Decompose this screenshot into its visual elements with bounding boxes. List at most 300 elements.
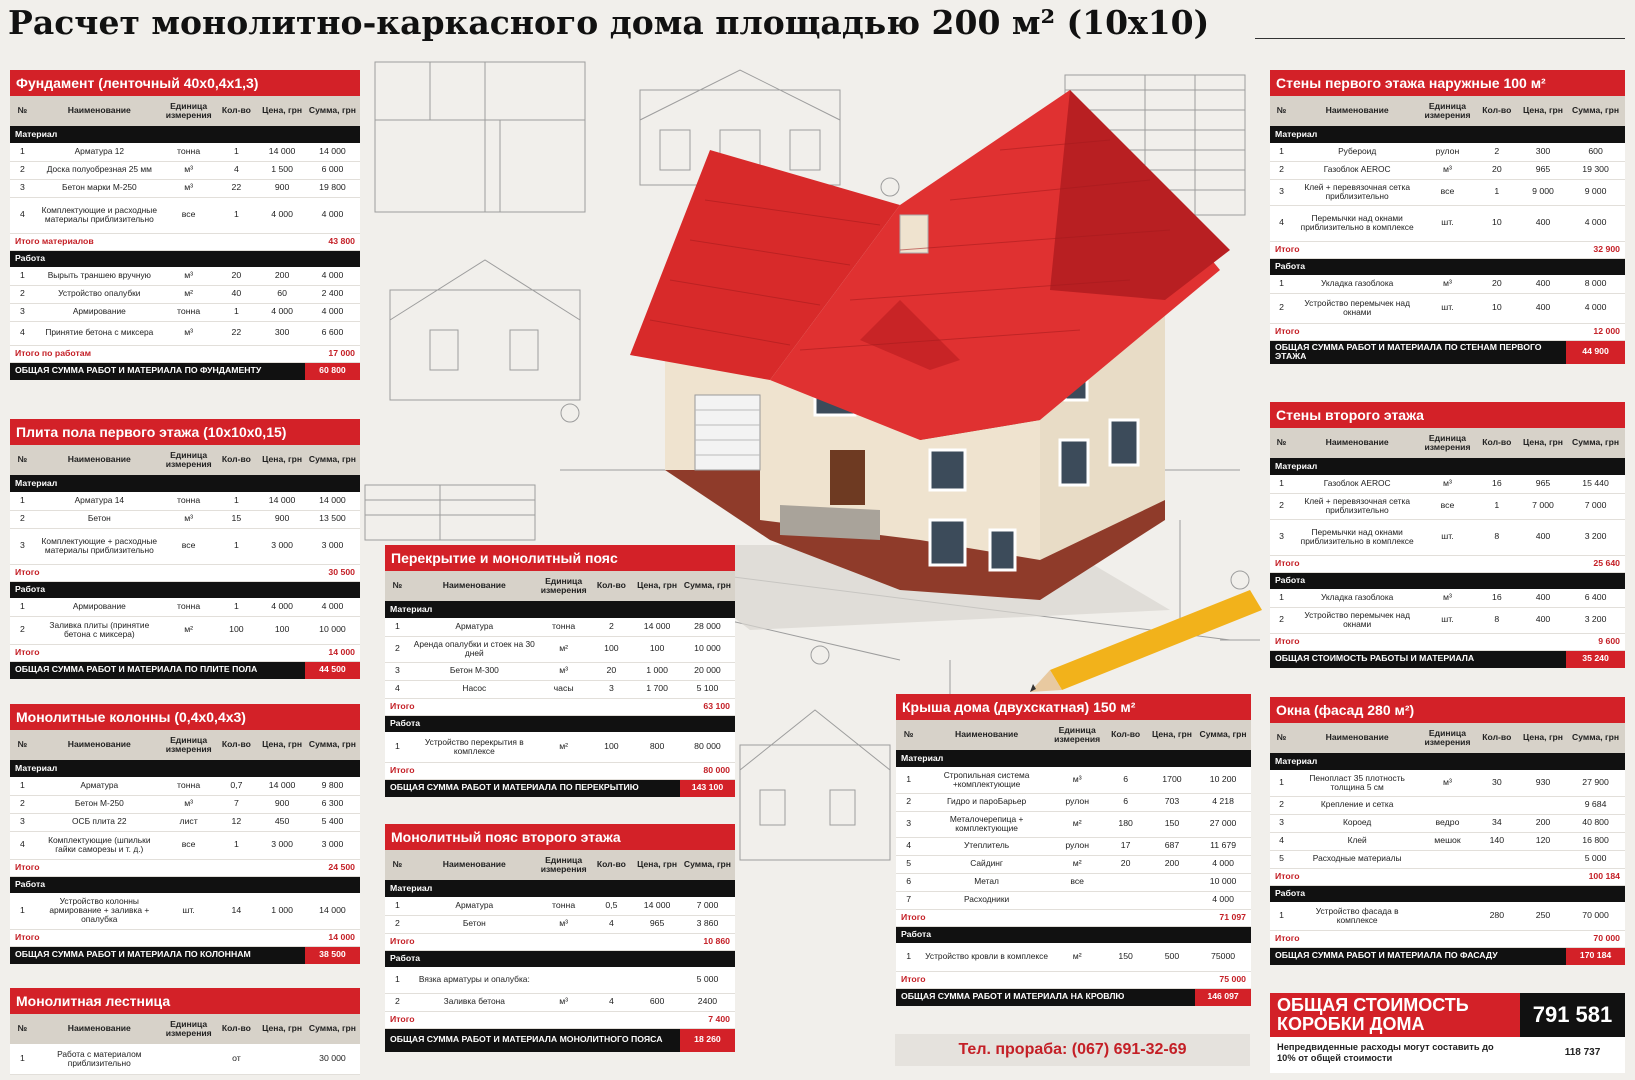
column-header: № — [1270, 96, 1293, 126]
column-header: Единица измерения — [1052, 720, 1103, 750]
table-row — [10, 598, 360, 616]
column-header: Наименование — [921, 720, 1052, 750]
row-number: 2 — [10, 161, 35, 179]
item-name: Заливка плиты (принятие бетона с миксера) — [35, 616, 164, 644]
column-header-row — [10, 96, 360, 126]
table-title: Монолитный пояс второго этажа — [385, 824, 735, 850]
item-sum: 3 000 — [305, 528, 360, 564]
item-quantity: 20 — [1102, 855, 1148, 873]
table-row — [1270, 589, 1625, 607]
item-unit: тонна — [164, 303, 214, 321]
item-quantity: 0,7 — [214, 777, 260, 795]
front-door — [830, 450, 865, 505]
subtotal-value: 17 000 — [305, 345, 360, 362]
item-name: Армирование — [35, 303, 164, 321]
item-quantity: 10 — [1474, 205, 1520, 241]
column-header: № — [10, 1014, 35, 1044]
item-quantity: 6 — [1102, 793, 1148, 811]
item-sum: 3 200 — [1566, 607, 1625, 633]
item-price: 965 — [634, 915, 680, 933]
row-number: 2 — [896, 793, 921, 811]
subtotal-label: Итого — [1270, 633, 1566, 650]
row-number: 2 — [10, 616, 35, 644]
total-label: ОБЩАЯ СУММА РАБОТ И МАТЕРИАЛА ПО СТЕНАМ ПЕРВОГО ЭТАЖА — [1270, 340, 1566, 364]
item-quantity: 10 — [1474, 293, 1520, 323]
item-quantity: 16 — [1474, 589, 1520, 607]
subtotal-label: Итого материалов — [10, 233, 305, 250]
column-header: Кол-во — [214, 445, 260, 475]
item-unit: м³ — [1421, 589, 1474, 607]
table-title: Плита пола первого этажа (10х10х0,15) — [10, 419, 360, 445]
subtotal-value: 43 800 — [305, 233, 360, 250]
column-header: Цена, грн — [1520, 723, 1566, 753]
section-row — [1270, 258, 1625, 275]
item-price: 1 500 — [259, 161, 305, 179]
item-unit: м³ — [164, 161, 214, 179]
item-price — [1149, 873, 1195, 891]
section-row — [1270, 572, 1625, 589]
window — [1060, 440, 1088, 485]
total-row — [385, 779, 735, 797]
item-price: 200 — [259, 267, 305, 285]
item-quantity: 40 — [214, 285, 260, 303]
item-name: Короед — [1293, 814, 1421, 832]
column-header-row — [10, 445, 360, 475]
item-sum: 4 000 — [1566, 293, 1625, 323]
table-row — [10, 616, 360, 644]
subtotal-label: Итого — [1270, 930, 1566, 947]
table-row — [896, 943, 1251, 971]
subtotal-label: Итого — [10, 929, 305, 946]
grand-total-bar — [1270, 993, 1625, 1037]
item-unit — [1421, 902, 1474, 930]
column-header: Единица измерения — [164, 730, 214, 760]
column-header: Цена, грн — [634, 850, 680, 880]
column-header: Кол-во — [1474, 723, 1520, 753]
column-header: Сумма, грн — [305, 96, 360, 126]
item-sum: 2 400 — [305, 285, 360, 303]
table-row — [896, 767, 1251, 793]
item-price: 300 — [1520, 143, 1566, 161]
table-row — [10, 321, 360, 345]
column-header: Единица измерения — [164, 1014, 214, 1044]
contingency-note: Непредвиденные расходы могут составить до 10% от общей стоимости — [1277, 1042, 1494, 1063]
cost-table — [10, 96, 360, 380]
section-row — [385, 601, 735, 618]
item-unit: тонна — [539, 897, 589, 915]
row-number: 1 — [1270, 589, 1293, 607]
item-quantity: 2 — [589, 618, 635, 636]
item-unit: м³ — [539, 993, 589, 1011]
item-price: 400 — [1520, 205, 1566, 241]
section-label: Материал — [385, 880, 735, 897]
total-value: 143 100 — [680, 779, 735, 797]
table-row — [10, 197, 360, 233]
cost-table — [385, 850, 735, 1052]
total-label: ОБЩАЯ СУММА РАБОТ И МАТЕРИАЛА ПО КОЛОННАМ — [10, 946, 305, 964]
column-header: Цена, грн — [1520, 96, 1566, 126]
table-walls-1 — [1270, 70, 1625, 364]
item-sum: 4 000 — [305, 197, 360, 233]
item-unit: м³ — [1052, 767, 1103, 793]
subtotal-label: Итого — [1270, 555, 1566, 572]
cost-table — [1270, 96, 1625, 364]
subtotal-value: 80 000 — [680, 762, 735, 779]
table-row — [385, 732, 735, 762]
table-row — [10, 161, 360, 179]
item-price — [1520, 796, 1566, 814]
item-sum: 3 200 — [1566, 519, 1625, 555]
row-number: 1 — [896, 767, 921, 793]
total-value: 44 500 — [305, 661, 360, 679]
column-header: № — [385, 571, 410, 601]
subtotal-value: 10 860 — [680, 933, 735, 950]
column-header: Наименование — [1293, 723, 1421, 753]
item-sum: 600 — [1566, 143, 1625, 161]
subtotal-row — [385, 933, 735, 950]
item-unit: м³ — [1421, 275, 1474, 293]
table-title: Стены второго этажа — [1270, 402, 1625, 428]
subtotal-value: 63 100 — [680, 698, 735, 715]
column-header: Сумма, грн — [1566, 96, 1625, 126]
item-sum: 6 000 — [305, 161, 360, 179]
section-label: Работа — [1270, 258, 1625, 275]
row-number: 4 — [10, 831, 35, 859]
item-price: 1700 — [1149, 767, 1195, 793]
row-number: 1 — [896, 943, 921, 971]
item-price: 4 000 — [259, 197, 305, 233]
row-number: 2 — [1270, 493, 1293, 519]
row-number: 3 — [896, 811, 921, 837]
subtotal-label: Итого — [1270, 868, 1566, 885]
table-row — [10, 777, 360, 795]
item-price: 100 — [259, 616, 305, 644]
column-header: Единица измерения — [164, 96, 214, 126]
item-sum: 5 000 — [680, 967, 735, 993]
subtotal-value: 14 000 — [305, 929, 360, 946]
item-quantity: 17 — [1102, 837, 1148, 855]
column-header: Цена, грн — [634, 571, 680, 601]
item-quantity: 1 — [214, 197, 260, 233]
item-price: 1 000 — [259, 893, 305, 929]
item-quantity: от — [214, 1044, 260, 1074]
item-name: Расходные материалы — [1293, 850, 1421, 868]
item-sum: 4 000 — [1195, 855, 1251, 873]
total-label: ОБЩАЯ СУММА РАБОТ И МАТЕРИАЛА ПО ПЕРЕКРЫТИЮ — [385, 779, 680, 797]
item-price: 500 — [1149, 943, 1195, 971]
column-header: Сумма, грн — [680, 850, 735, 880]
table-columns — [10, 704, 360, 964]
item-name: Доска полуобрезная 25 мм — [35, 161, 164, 179]
roof-right — [1050, 90, 1230, 300]
item-sum: 28 000 — [680, 618, 735, 636]
column-header: Кол-во — [214, 96, 260, 126]
item-name: Клей + перевязочная сетка приблизительно — [1293, 493, 1421, 519]
cost-table — [10, 445, 360, 679]
item-unit: м³ — [539, 662, 589, 680]
table-row — [896, 793, 1251, 811]
column-header: № — [896, 720, 921, 750]
column-header: Сумма, грн — [1566, 428, 1625, 458]
section-row — [1270, 753, 1625, 770]
item-sum: 5 000 — [1566, 850, 1625, 868]
table-row — [1270, 205, 1625, 241]
item-name: Газоблок AEROC — [1293, 475, 1421, 493]
row-number: 3 — [385, 662, 410, 680]
item-name: Арматура 12 — [35, 143, 164, 161]
item-name: Метал — [921, 873, 1052, 891]
row-number: 2 — [1270, 796, 1293, 814]
table-row — [1270, 161, 1625, 179]
subtotal-value: 75 000 — [1195, 971, 1251, 988]
item-unit: шт. — [1421, 519, 1474, 555]
item-name: Устройство фасада в комплексе — [1293, 902, 1421, 930]
row-number: 1 — [385, 967, 410, 993]
item-unit: м³ — [164, 267, 214, 285]
item-quantity: 1 — [214, 492, 260, 510]
column-header: № — [10, 730, 35, 760]
item-sum: 19 300 — [1566, 161, 1625, 179]
column-header: Кол-во — [1474, 428, 1520, 458]
item-unit: шт. — [1421, 607, 1474, 633]
item-price: 120 — [1520, 832, 1566, 850]
total-row — [10, 362, 360, 380]
section-label: Работа — [1270, 572, 1625, 589]
item-quantity: 100 — [214, 616, 260, 644]
item-sum: 40 800 — [1566, 814, 1625, 832]
table-row — [1270, 770, 1625, 796]
item-price: 965 — [1520, 475, 1566, 493]
item-price: 4 000 — [259, 303, 305, 321]
subtotal-value: 30 500 — [305, 564, 360, 581]
table-staircase — [10, 988, 360, 1075]
item-quantity: 4 — [214, 161, 260, 179]
item-price: 400 — [1520, 293, 1566, 323]
item-name: Устройство перемычек над окнами — [1293, 293, 1421, 323]
row-number: 2 — [1270, 293, 1293, 323]
item-quantity: 12 — [214, 813, 260, 831]
row-number: 1 — [1270, 902, 1293, 930]
item-unit: м² — [539, 732, 589, 762]
item-quantity: 22 — [214, 179, 260, 197]
row-number: 4 — [896, 837, 921, 855]
section-row — [896, 750, 1251, 767]
section-label: Материал — [1270, 458, 1625, 475]
item-quantity: 20 — [1474, 275, 1520, 293]
item-unit: шт. — [1421, 293, 1474, 323]
table-row — [1270, 814, 1625, 832]
section-label: Работа — [896, 926, 1251, 943]
item-quantity: 3 — [589, 680, 635, 698]
item-unit: м² — [1052, 943, 1103, 971]
item-price: 703 — [1149, 793, 1195, 811]
item-name: Армирование — [35, 598, 164, 616]
item-sum: 6 300 — [305, 795, 360, 813]
item-quantity — [589, 967, 635, 993]
column-header: Сумма, грн — [1195, 720, 1251, 750]
item-unit: все — [164, 831, 214, 859]
table-row — [1270, 902, 1625, 930]
section-row — [10, 876, 360, 893]
table-title: Стены первого этажа наружные 100 м² — [1270, 70, 1625, 96]
item-price: 400 — [1520, 589, 1566, 607]
item-sum: 13 500 — [305, 510, 360, 528]
item-unit: м² — [539, 636, 589, 662]
total-value: 44 900 — [1566, 340, 1625, 364]
item-name: Клей — [1293, 832, 1421, 850]
row-number: 4 — [1270, 205, 1293, 241]
subtotal-row — [10, 929, 360, 946]
item-price: 9 000 — [1520, 179, 1566, 205]
table-row — [896, 837, 1251, 855]
item-quantity: 100 — [589, 732, 635, 762]
item-name: ОСБ плита 22 — [35, 813, 164, 831]
item-price: 450 — [259, 813, 305, 831]
row-number: 5 — [1270, 850, 1293, 868]
item-unit: м² — [1052, 811, 1103, 837]
table-row — [896, 873, 1251, 891]
item-unit — [1421, 796, 1474, 814]
item-sum: 80 000 — [680, 732, 735, 762]
item-price: 250 — [1520, 902, 1566, 930]
item-name: Арматура — [35, 777, 164, 795]
item-sum: 16 800 — [1566, 832, 1625, 850]
row-number: 1 — [385, 732, 410, 762]
row-number: 1 — [10, 777, 35, 795]
item-price: 200 — [1520, 814, 1566, 832]
section-label: Материал — [896, 750, 1251, 767]
row-number: 3 — [1270, 519, 1293, 555]
item-price: 150 — [1149, 811, 1195, 837]
item-price: 4 000 — [259, 598, 305, 616]
subtotal-label: Итого — [385, 762, 680, 779]
item-unit: тонна — [164, 143, 214, 161]
window — [1110, 420, 1138, 465]
item-price: 400 — [1520, 607, 1566, 633]
item-quantity: 1 — [1474, 179, 1520, 205]
item-unit — [164, 1044, 214, 1074]
item-name: Пенопласт 35 плотность толщина 5 см — [1293, 770, 1421, 796]
subtotal-label: Итого — [385, 933, 680, 950]
subtotal-label: Итого по работам — [10, 345, 305, 362]
item-sum: 9 684 — [1566, 796, 1625, 814]
table-title: Крыша дома (двухскатная) 150 м² — [896, 694, 1251, 720]
item-quantity — [1102, 873, 1148, 891]
item-quantity: 140 — [1474, 832, 1520, 850]
item-quantity: 150 — [1102, 943, 1148, 971]
row-number: 4 — [10, 321, 35, 345]
column-header: Сумма, грн — [1566, 723, 1625, 753]
section-row — [1270, 885, 1625, 902]
item-unit: м² — [164, 285, 214, 303]
column-header: Наименование — [410, 850, 539, 880]
total-row — [10, 661, 360, 679]
table-foundation — [10, 70, 360, 380]
item-unit: все — [164, 528, 214, 564]
subtotal-row — [896, 909, 1251, 926]
total-value: 35 240 — [1566, 650, 1625, 668]
item-sum: 10 000 — [680, 636, 735, 662]
item-sum: 4 000 — [305, 598, 360, 616]
table-row — [10, 510, 360, 528]
subtotal-row — [10, 233, 360, 250]
item-sum: 4 000 — [1195, 891, 1251, 909]
item-sum: 7 000 — [1566, 493, 1625, 519]
subtotal-label: Итого — [10, 859, 305, 876]
subtotal-row — [896, 971, 1251, 988]
row-number: 5 — [896, 855, 921, 873]
item-unit: м³ — [539, 915, 589, 933]
section-row — [10, 250, 360, 267]
item-price: 900 — [259, 179, 305, 197]
row-number: 2 — [385, 993, 410, 1011]
total-value: 60 800 — [305, 362, 360, 380]
grand-total-box — [1270, 993, 1625, 1073]
item-quantity: 280 — [1474, 902, 1520, 930]
column-header: № — [10, 445, 35, 475]
row-number: 1 — [10, 267, 35, 285]
section-row — [10, 760, 360, 777]
row-number: 2 — [1270, 607, 1293, 633]
item-price: 400 — [1520, 275, 1566, 293]
subtotal-value: 12 000 — [1566, 323, 1625, 340]
item-name: Комплектующие и расходные материалы приблизительно — [35, 197, 164, 233]
total-row — [385, 1028, 735, 1052]
table-row — [385, 636, 735, 662]
item-sum: 7 000 — [680, 897, 735, 915]
column-header: Единица измерения — [1421, 723, 1474, 753]
row-number: 4 — [385, 680, 410, 698]
item-price — [259, 1044, 305, 1074]
row-number: 4 — [10, 197, 35, 233]
table-row — [10, 143, 360, 161]
subtotal-row — [1270, 241, 1625, 258]
section-label: Работа — [10, 581, 360, 598]
item-sum: 14 000 — [305, 893, 360, 929]
section-row — [1270, 458, 1625, 475]
contingency-value: 118 737 — [1564, 1047, 1601, 1058]
table-row — [10, 528, 360, 564]
item-name: Металочерепица + комплектующие — [921, 811, 1052, 837]
row-number: 1 — [1270, 475, 1293, 493]
item-unit: все — [1421, 493, 1474, 519]
item-name: Аренда опалубки и стоек на 30 дней — [410, 636, 539, 662]
item-name: Перемычки над окнами приблизительно в комплексе — [1293, 205, 1421, 241]
table-row — [385, 915, 735, 933]
table-row — [1270, 796, 1625, 814]
subtotal-row — [10, 859, 360, 876]
section-label: Материал — [10, 760, 360, 777]
table-row — [1270, 607, 1625, 633]
section-row — [385, 880, 735, 897]
item-sum: 14 000 — [305, 143, 360, 161]
item-name: Бетон — [410, 915, 539, 933]
column-header: Кол-во — [214, 730, 260, 760]
column-header: Сумма, грн — [305, 730, 360, 760]
item-price: 14 000 — [259, 492, 305, 510]
subtotal-value: 100 184 — [1566, 868, 1625, 885]
table-row — [10, 831, 360, 859]
column-header: Кол-во — [589, 850, 635, 880]
item-price: 300 — [259, 321, 305, 345]
column-header: Наименование — [1293, 96, 1421, 126]
section-label: Материал — [1270, 126, 1625, 143]
column-header: № — [385, 850, 410, 880]
subtotal-value: 70 000 — [1566, 930, 1625, 947]
row-number: 1 — [10, 1044, 35, 1074]
column-header-row — [10, 1014, 360, 1044]
column-header-row — [385, 571, 735, 601]
